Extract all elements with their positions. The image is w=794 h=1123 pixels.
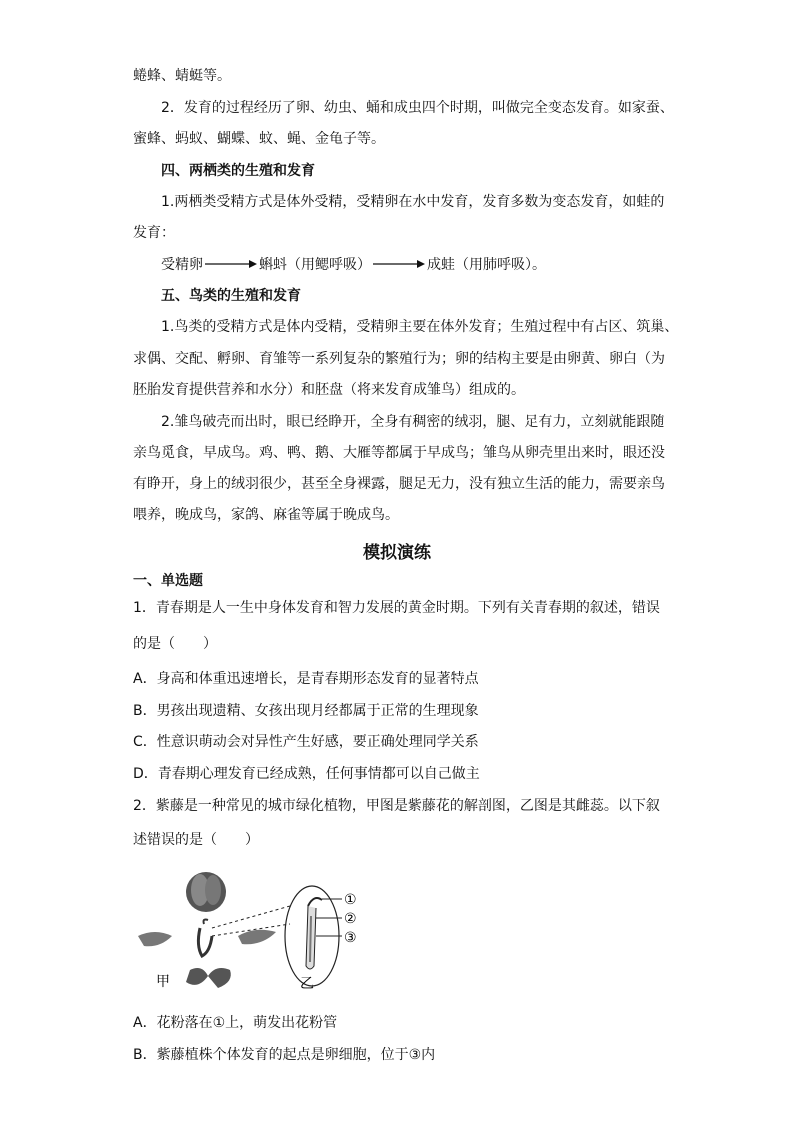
flower-figure — [130, 866, 380, 1000]
stigma-shape — [308, 898, 322, 906]
label-3: ③ — [344, 930, 357, 946]
stamen-shape — [198, 928, 212, 956]
petal-shape — [238, 930, 276, 945]
paragraph-line: 1.鸟类的受精方式是体内受精，受精卵主要在体外发育；生殖过程中有占区、筑巢、 — [161, 319, 679, 335]
answer-option[interactable]: B．紫藤植株个体发育的起点是卵细胞，位于③内 — [133, 1047, 436, 1063]
part-heading: 一、单选题 — [133, 573, 203, 589]
arrow-right-icon — [373, 259, 425, 269]
answer-option[interactable]: A．花粉落在①上，萌发出花粉管 — [133, 1015, 338, 1031]
section-heading: 五、鸟类的生殖和发育 — [161, 288, 301, 304]
petal-shape — [138, 932, 172, 946]
paragraph-line: 胚胎发育提供营养和水分）和胚盘（将来发育成雏鸟）组成的。 — [133, 382, 525, 398]
paragraph-line: 发育： — [133, 225, 175, 241]
stamen-shape — [204, 920, 209, 925]
question-stem: 1．青春期是人一生中身体发育和智力发展的黄金时期。下列有关青春期的叙述，错误 — [133, 600, 660, 616]
label-2: ② — [344, 911, 357, 927]
paragraph-line: 亲鸟觅食，早成鸟。鸡、鸭、鹅、大雁等都属于早成鸟；雏鸟从卵壳里出来时，眼还没 — [133, 445, 665, 461]
answer-option[interactable]: A．身高和体重迅速增长，是青春期形态发育的显著特点 — [133, 671, 479, 687]
paragraph-line: 求偶、交配、孵卵、育雏等一系列复杂的繁殖行为；卵的结构主要是由卵黄、卵白（为 — [133, 351, 665, 367]
paragraph-line: 2.雏鸟破壳而出时，眼已经睁开，全身有稠密的绒羽，腿、足有力，立刻就能跟随 — [161, 414, 665, 430]
question-stem: 2．紫藤是一种常见的城市绿化植物，甲图是紫藤花的解剖图，乙图是其雌蕊。以下叙 — [133, 798, 660, 814]
wisteria-diagram — [130, 866, 380, 996]
paragraph-line: 蜜蜂、蚂蚁、蝴蝶、蚊、蝇、金龟子等。 — [133, 131, 385, 147]
question-stem: 述错误的是（ ） — [133, 832, 259, 848]
section-heading: 四、两栖类的生殖和发育 — [161, 163, 315, 179]
petal-shape — [208, 968, 231, 988]
label-jia: 甲 — [156, 974, 170, 990]
question-stem: 的是（ ） — [133, 636, 217, 652]
paragraph-line: 蜷蜂、蜻蜓等。 — [133, 68, 231, 84]
flow-step: 蝌蚪（用鳃呼吸） — [259, 257, 371, 273]
flow-step: 受精卵 — [161, 257, 203, 273]
paragraph-line: 2．发育的过程经历了卵、幼虫、蛹和成虫四个时期，叫做完全变态发育。如家蚕、 — [161, 100, 674, 116]
label-1: ① — [344, 892, 357, 908]
answer-option[interactable]: D．青春期心理发育已经成熟，任何事情都可以自己做主 — [133, 766, 480, 782]
paragraph-line: 1.两栖类受精方式是体外受精，受精卵在水中发育，发育多数为变态发育，如蛙的 — [161, 194, 665, 210]
petal-shape — [205, 875, 221, 905]
label-yi: 乙 — [300, 976, 314, 992]
answer-option[interactable]: B．男孩出现遗精、女孩出现月经都属于正常的生理现象 — [133, 703, 479, 719]
arrow-right-icon — [205, 259, 257, 269]
paragraph-line: 有睁开，身上的绒羽很少，甚至全身裸露，腿足无力，没有独立生活的能力，需要亲鸟 — [133, 476, 665, 492]
petal-shape — [186, 968, 208, 985]
page-title: 模拟演练 — [363, 543, 431, 563]
flow-step: 成蛙（用肺呼吸）。 — [427, 257, 546, 273]
answer-option[interactable]: C．性意识萌动会对异性产生好感，要正确处理同学关系 — [133, 734, 479, 750]
development-flow — [161, 254, 546, 274]
guide-line — [212, 906, 290, 928]
paragraph-line: 喂养，晚成鸟，家鸽、麻雀等属于晚成鸟。 — [133, 507, 399, 523]
ovule-shape — [310, 916, 311, 962]
